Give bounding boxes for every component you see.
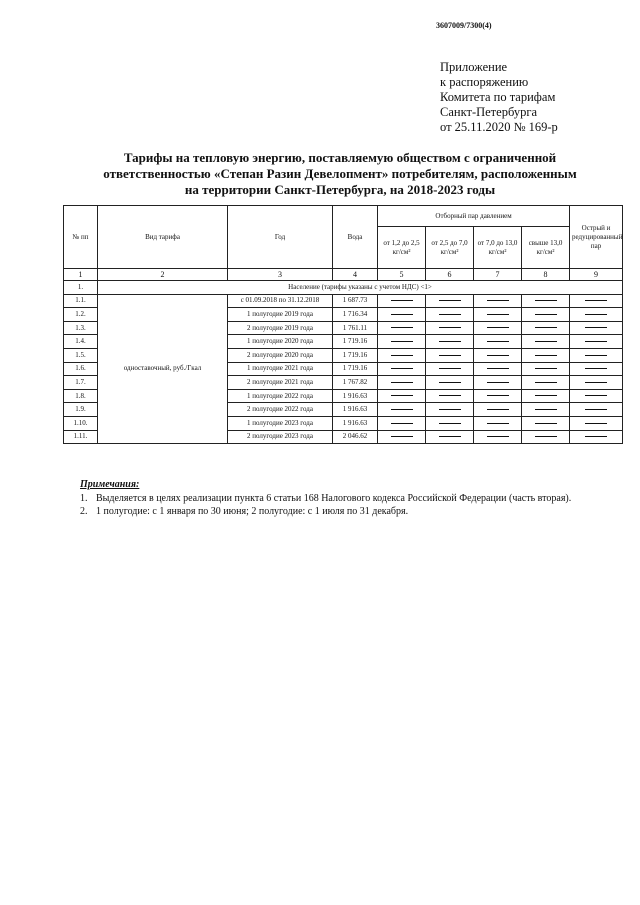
column-number: 9 (570, 269, 623, 281)
header-steam-4: свыше 13,0 кг/см² (522, 227, 570, 269)
dash-mark (585, 327, 607, 328)
dash-mark (487, 423, 509, 424)
dash-mark (487, 382, 509, 383)
dash-mark (585, 314, 607, 315)
row-year: 1 полугодие 2023 года (228, 416, 333, 430)
empty-value-cell (426, 321, 474, 335)
dash-mark (585, 341, 607, 342)
empty-value-cell (474, 389, 522, 403)
header-sharp-steam: Острый и редуцированный пар (570, 206, 623, 269)
empty-value-cell (378, 362, 426, 376)
dash-mark (391, 368, 413, 369)
note-number: 1. (80, 493, 88, 504)
note-item (80, 505, 625, 518)
empty-value-cell (474, 348, 522, 362)
empty-value-cell (426, 294, 474, 308)
row-water: 1 687.73 (333, 294, 378, 308)
row-num: 1.7. (64, 376, 98, 390)
empty-value-cell (522, 376, 570, 390)
dash-mark (391, 355, 413, 356)
appendix-line: Санкт-Петербурга (440, 105, 538, 119)
dash-mark (535, 341, 557, 342)
empty-value-cell (474, 321, 522, 335)
row-year: 2 полугодие 2021 года (228, 376, 333, 390)
dash-mark (391, 436, 413, 437)
empty-value-cell (570, 362, 623, 376)
empty-value-cell (570, 321, 623, 335)
empty-value-cell (474, 308, 522, 322)
row-water: 1 761.11 (333, 321, 378, 335)
header-steam-group: Отборный пар давлением (378, 206, 570, 227)
row-num: 1.8. (64, 389, 98, 403)
column-number: 2 (98, 269, 228, 281)
empty-value-cell (426, 362, 474, 376)
row-num: 1.3. (64, 321, 98, 335)
dash-mark (487, 355, 509, 356)
section-num: 1. (64, 281, 98, 295)
empty-value-cell (522, 430, 570, 444)
empty-value-cell (570, 430, 623, 444)
row-water: 1 916.63 (333, 389, 378, 403)
section-label: Население (тарифы указаны с учетом НДС) <1> (98, 281, 623, 295)
empty-value-cell (522, 403, 570, 417)
empty-value-cell (522, 348, 570, 362)
appendix-line: Комитета по тарифам (440, 90, 556, 104)
empty-value-cell (474, 294, 522, 308)
document-number: 3607009/7300(4) (436, 21, 492, 30)
header-steam-2: от 2,5 до 7,0 кг/см² (426, 227, 474, 269)
tariff-type-cell: одноставочный, руб./Гкал (98, 294, 228, 444)
note-number: 2. (80, 506, 88, 517)
column-number: 7 (474, 269, 522, 281)
dash-mark (439, 327, 461, 328)
dash-mark (391, 423, 413, 424)
row-year: 2 полугодие 2019 года (228, 321, 333, 335)
empty-value-cell (378, 348, 426, 362)
dash-mark (535, 300, 557, 301)
title-line: на территории Санкт-Петербурга, на 2018-2023 годы (184, 182, 496, 197)
row-water: 1 719.16 (333, 335, 378, 349)
note-item (80, 492, 625, 505)
row-num: 1.6. (64, 362, 98, 376)
dash-mark (535, 409, 557, 410)
row-year: 1 полугодие 2019 года (228, 308, 333, 322)
dash-mark (585, 395, 607, 396)
row-water: 2 046.62 (333, 430, 378, 444)
column-number: 5 (378, 269, 426, 281)
dash-mark (487, 368, 509, 369)
row-year: с 01.09.2018 по 31.12.2018 (228, 294, 333, 308)
appendix-line: Приложение (440, 60, 508, 74)
dash-mark (439, 368, 461, 369)
empty-value-cell (522, 389, 570, 403)
row-year: 2 полугодие 2023 года (228, 430, 333, 444)
dash-mark (391, 314, 413, 315)
empty-value-cell (378, 416, 426, 430)
empty-value-cell (474, 362, 522, 376)
empty-value-cell (426, 335, 474, 349)
dash-mark (391, 382, 413, 383)
empty-value-cell (522, 308, 570, 322)
header-steam-1: от 1,2 до 2,5 кг/см² (378, 227, 426, 269)
dash-mark (487, 300, 509, 301)
title-line: ответственностью «Степан Разин Девелопмент» потребителям, расположенным (103, 166, 577, 181)
empty-value-cell (522, 362, 570, 376)
dash-mark (535, 423, 557, 424)
dash-mark (585, 382, 607, 383)
note-text: Выделяется в целях реализации пункта 6 статьи 168 Налогового кодекса Российской Федерации (часть вторая). (96, 493, 572, 504)
dash-mark (535, 395, 557, 396)
empty-value-cell (474, 376, 522, 390)
notes-block (80, 478, 625, 518)
row-year: 2 полугодие 2020 года (228, 348, 333, 362)
empty-value-cell (570, 389, 623, 403)
appendix-block (440, 60, 558, 135)
dash-mark (439, 436, 461, 437)
dash-mark (439, 341, 461, 342)
row-num: 1.11. (64, 430, 98, 444)
note-text: 1 полугодие: с 1 января по 30 июня; 2 полугодие: с 1 июля по 31 декабря. (96, 506, 409, 517)
empty-value-cell (426, 416, 474, 430)
empty-value-cell (570, 416, 623, 430)
notes-header: Примечания: (80, 479, 140, 490)
header-year: Год (228, 206, 333, 269)
dash-mark (585, 300, 607, 301)
dash-mark (585, 409, 607, 410)
dash-mark (391, 327, 413, 328)
empty-value-cell (378, 389, 426, 403)
dash-mark (535, 314, 557, 315)
row-num: 1.1. (64, 294, 98, 308)
dash-mark (535, 368, 557, 369)
column-number: 6 (426, 269, 474, 281)
column-number-row (64, 269, 623, 281)
dash-mark (535, 355, 557, 356)
row-water: 1 916.63 (333, 416, 378, 430)
empty-value-cell (426, 348, 474, 362)
dash-mark (391, 409, 413, 410)
row-year: 1 полугодие 2022 года (228, 389, 333, 403)
dash-mark (487, 341, 509, 342)
header-steam-3: от 7,0 до 13,0 кг/см² (474, 227, 522, 269)
row-water: 1 719.16 (333, 362, 378, 376)
row-num: 1.9. (64, 403, 98, 417)
column-number: 8 (522, 269, 570, 281)
title-line: Тарифы на тепловую энергию, поставляемую обществом с ограниченной (123, 150, 557, 165)
dash-mark (487, 409, 509, 410)
empty-value-cell (522, 321, 570, 335)
dash-mark (439, 395, 461, 396)
dash-mark (439, 409, 461, 410)
empty-value-cell (570, 403, 623, 417)
dash-mark (487, 327, 509, 328)
row-water: 1 719.16 (333, 348, 378, 362)
column-number: 3 (228, 269, 333, 281)
empty-value-cell (378, 321, 426, 335)
row-water: 1 767.82 (333, 376, 378, 390)
empty-value-cell (426, 389, 474, 403)
empty-value-cell (570, 294, 623, 308)
empty-value-cell (474, 403, 522, 417)
empty-value-cell (426, 308, 474, 322)
row-water: 1 916.63 (333, 403, 378, 417)
row-year: 2 полугодие 2022 года (228, 403, 333, 417)
empty-value-cell (570, 376, 623, 390)
empty-value-cell (378, 430, 426, 444)
empty-value-cell (426, 376, 474, 390)
dash-mark (439, 355, 461, 356)
dash-mark (535, 382, 557, 383)
row-num: 1.5. (64, 348, 98, 362)
dash-mark (439, 314, 461, 315)
empty-value-cell (378, 308, 426, 322)
row-num: 1.4. (64, 335, 98, 349)
dash-mark (585, 355, 607, 356)
empty-value-cell (474, 430, 522, 444)
empty-value-cell (522, 294, 570, 308)
tariff-table (63, 205, 623, 444)
empty-value-cell (426, 403, 474, 417)
row-water: 1 716.34 (333, 308, 378, 322)
empty-value-cell (378, 376, 426, 390)
appendix-line: от 25.11.2020 № 169-р (440, 120, 558, 134)
appendix-line: к распоряжению (440, 75, 529, 89)
column-number: 1 (64, 269, 98, 281)
empty-value-cell (474, 335, 522, 349)
dash-mark (439, 300, 461, 301)
empty-value-cell (474, 416, 522, 430)
empty-value-cell (570, 335, 623, 349)
header-num: № пп (64, 206, 98, 269)
dash-mark (535, 327, 557, 328)
dash-mark (439, 423, 461, 424)
empty-value-cell (378, 335, 426, 349)
section-row (64, 281, 623, 295)
empty-value-cell (522, 416, 570, 430)
dash-mark (391, 300, 413, 301)
table-row (64, 294, 623, 308)
header-type: Вид тарифа (98, 206, 228, 269)
dash-mark (585, 368, 607, 369)
column-number: 4 (333, 269, 378, 281)
dash-mark (585, 436, 607, 437)
row-num: 1.10. (64, 416, 98, 430)
dash-mark (535, 436, 557, 437)
dash-mark (391, 395, 413, 396)
empty-value-cell (570, 308, 623, 322)
dash-mark (487, 314, 509, 315)
dash-mark (439, 382, 461, 383)
dash-mark (585, 423, 607, 424)
document-title (80, 150, 600, 198)
header-water: Вода (333, 206, 378, 269)
row-year: 1 полугодие 2021 года (228, 362, 333, 376)
empty-value-cell (522, 335, 570, 349)
empty-value-cell (570, 348, 623, 362)
dash-mark (487, 436, 509, 437)
empty-value-cell (378, 403, 426, 417)
dash-mark (391, 341, 413, 342)
empty-value-cell (378, 294, 426, 308)
row-num: 1.2. (64, 308, 98, 322)
row-year: 1 полугодие 2020 года (228, 335, 333, 349)
dash-mark (487, 395, 509, 396)
empty-value-cell (426, 430, 474, 444)
